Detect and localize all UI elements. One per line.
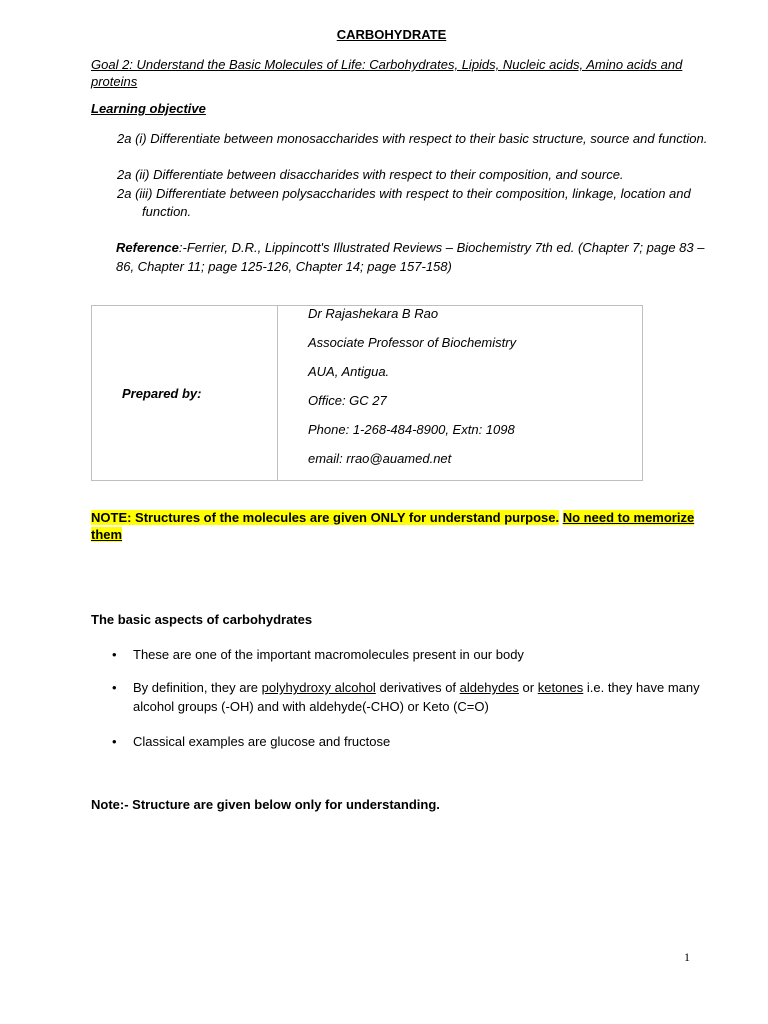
prepared-by-table bbox=[91, 305, 643, 481]
bullet-2-part-c: or bbox=[518, 680, 538, 695]
bullet-2-part-b: derivatives of bbox=[375, 680, 460, 695]
objective-2: 2a (ii) Differentiate between disaccharides with respect to their composition, and source. bbox=[117, 167, 624, 182]
author-email: email: rrao@auamed.net bbox=[308, 451, 452, 466]
reference bbox=[116, 238, 716, 276]
learning-objective-heading: Learning objective bbox=[91, 101, 206, 116]
author-position: Associate Professor of Biochemistry bbox=[308, 335, 517, 350]
author-info bbox=[278, 306, 643, 481]
bullet-2-part-a: By definition, they are bbox=[133, 680, 262, 695]
bullet-text-2 bbox=[133, 678, 702, 716]
structure-note bbox=[91, 509, 711, 543]
term-ketones: ketones bbox=[537, 680, 584, 695]
bullet-icon: • bbox=[112, 734, 117, 749]
bullet-2-part-d: i.e. they have many alcohol groups (-OH) and with aldehyde(-CHO) or Keto (C=O) bbox=[133, 680, 700, 714]
objective-1: 2a (i) Differentiate between monosaccharides with respect to their basic structure, source and function. bbox=[117, 131, 708, 146]
structure-note-2: Note:- Structure are given below only for understanding. bbox=[91, 797, 440, 812]
document-title: CARBOHYDRATE bbox=[336, 27, 447, 42]
term-aldehydes: aldehydes bbox=[459, 680, 519, 695]
bullet-text-1: These are one of the important macromolecules present in our body bbox=[133, 647, 524, 662]
bullet-item-3 bbox=[112, 732, 702, 751]
note-highlight-1: NOTE: Structures of the molecules are given ONLY for understand purpose. bbox=[91, 510, 560, 525]
bullet-item-1 bbox=[112, 645, 702, 664]
bullet-icon: • bbox=[112, 647, 117, 662]
note-highlight-2: No need to memorize them bbox=[91, 510, 695, 542]
goal-statement: Goal 2: Understand the Basic Molecules of Life: Carbohydrates, Lipids, Nucleic acids, Amino acids and proteins bbox=[91, 57, 683, 89]
term-polyhydroxy-alcohol: polyhydroxy alcohol bbox=[261, 680, 376, 695]
reference-label: Reference bbox=[116, 240, 179, 255]
basic-aspects-heading: The basic aspects of carbohydrates bbox=[91, 612, 313, 627]
bullet-item-2 bbox=[112, 678, 702, 716]
author-phone: Phone: 1-268-484-8900, Extn: 1098 bbox=[308, 422, 515, 437]
author-institution: AUA, Antigua. bbox=[308, 364, 390, 379]
objective-3: 2a (iii) Differentiate between polysaccharides with respect to their composition, linkage, location and function. bbox=[117, 186, 691, 219]
bullet-icon: • bbox=[112, 680, 117, 695]
prepared-by-label: Prepared by: bbox=[92, 306, 278, 481]
author-office: Office: GC 27 bbox=[308, 393, 387, 408]
bullet-text-3: Classical examples are glucose and fructose bbox=[133, 734, 391, 749]
page-number: 1 bbox=[684, 950, 690, 964]
reference-text: :-Ferrier, D.R., Lippincott's Illustrated Reviews – Biochemistry 7th ed. (Chapter 7; page 83 – 86, Chapter 11; page 125-126, Chapter 14; page 157-158) bbox=[116, 240, 705, 274]
author-name: Dr Rajashekara B Rao bbox=[308, 306, 439, 321]
